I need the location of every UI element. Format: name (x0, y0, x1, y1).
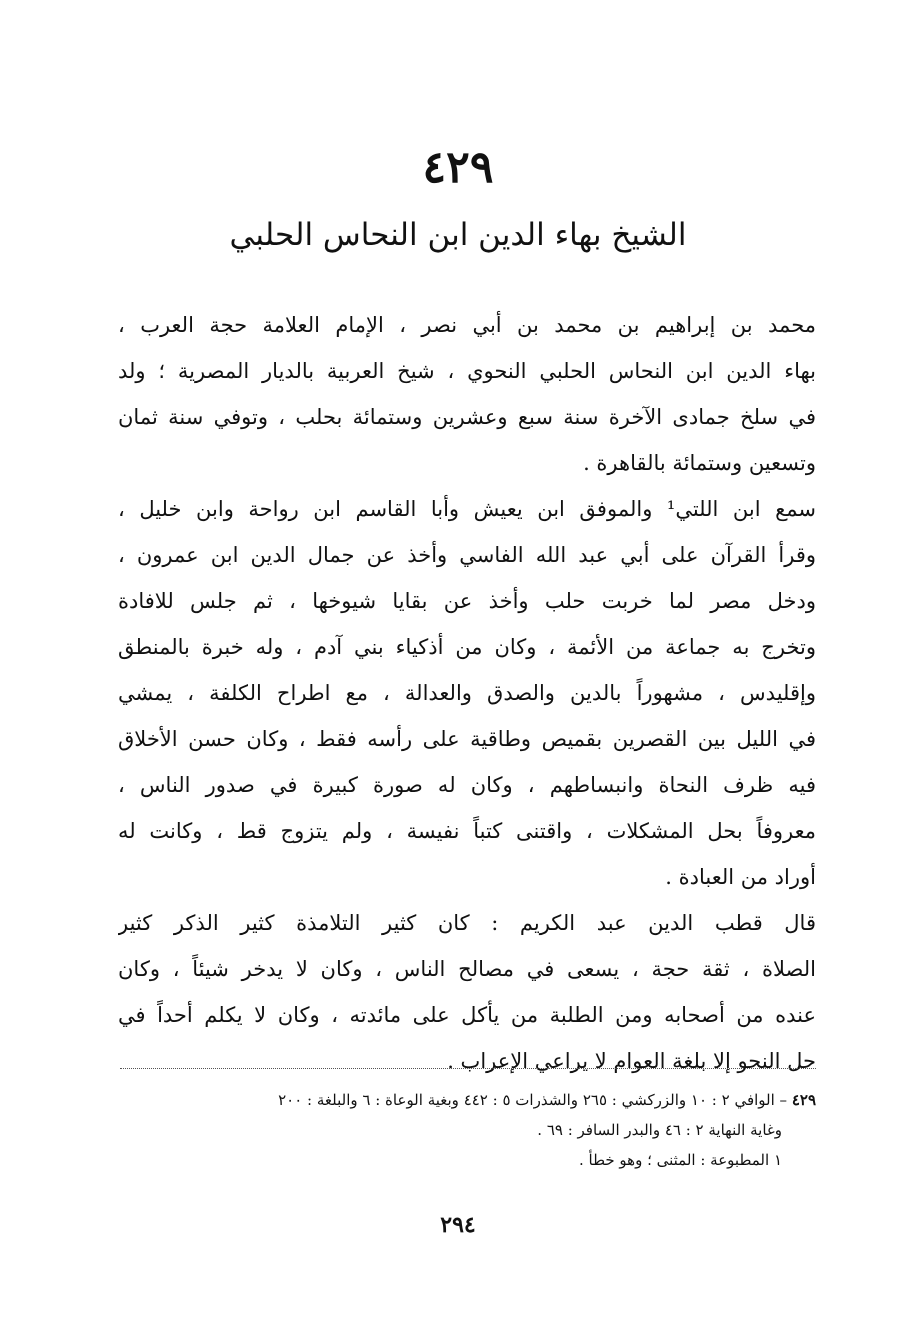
footnote-1: ١ المطبوعة : المثنى ؛ وهو خطأ . (578, 1151, 782, 1169)
text-line: حل النحو إلا بلغة العوام لا يراعي الإعراب . (447, 1049, 816, 1073)
text-line: معروفاً بحل المشكلات ، واقتنى كتباً نفيسة ، ولم يتزوج قط ، وكانت له (118, 819, 816, 843)
text-line: في سلخ جمادى الآخرة سنة سبع وعشرين وستمائة بحلب ، وتوفي سنة ثمان (118, 405, 816, 429)
text-line: ودخل مصر لما خربت حلب وأخذ عن بقايا شيوخها ، ثم جلس للافادة (118, 589, 816, 613)
text-line: فيه ظرف النحاة وانبساطهم ، وكان له صورة كبيرة في صدور الناس ، (118, 773, 816, 797)
text-line: في الليل بين القصرين بقميص وطاقية على رأسه فقط ، وكان حسن الأخلاق (118, 727, 816, 751)
text-line: قال قطب الدين عبد الكريم : كان كثير التلامذة كثير الذكر كثير (118, 911, 816, 935)
biography-text (118, 302, 816, 1084)
text-line: وقرأ القرآن على أبي عبد الله الفاسي وأخذ عن جمال الدين ابن عمرون ، (118, 543, 816, 567)
text-line: وتخرج به جماعة من الأئمة ، وكان من أذكياء بني آدم ، وله خبرة بالمنطق (118, 635, 816, 659)
text-line: وتسعين وستمائة بالقاهرة . (583, 451, 816, 475)
entry-number: ٤٢٩ (422, 142, 494, 193)
page-number: ٢٩٤ (440, 1212, 476, 1238)
text-line: محمد بن إبراهيم بن محمد بن أبي نصر ، الإمام العلامة حجة العرب ، (118, 313, 816, 337)
text-line: أوراد من العبادة . (665, 865, 816, 889)
footnote-sources-text: – الوافي ٢ : ١٠ والزركشي : ٢٦٥ والشذرات ٥ : ٤٤٢ وبغية الوعاة : ٦ والبلغة : ٢٠٠ (278, 1091, 788, 1109)
paragraph-2 (118, 486, 816, 900)
footnotes (118, 1086, 816, 1176)
footnote-divider (120, 1068, 816, 1069)
text-line: سمع ابن اللتي¹ والموفق ابن يعيش وأبا القاسم ابن رواحة وابن خليل ، (118, 497, 816, 521)
entry-title: الشيخ بهاء الدين ابن النحاس الحلبي (229, 217, 687, 253)
footnote-entry-ref: ٤٢٩ (791, 1091, 816, 1109)
text-line: وإقليدس ، مشهوراً بالدين والصدق والعدالة ، مع اطراح الكلفة ، يمشي (118, 681, 816, 705)
text-line: بهاء الدين ابن النحاس الحلبي النحوي ، شيخ العربية بالديار المصرية ؛ ولد (118, 359, 816, 383)
paragraph-1 (118, 302, 816, 486)
paragraph-3 (118, 900, 816, 1084)
footnote-sources-cont: وغاية النهاية ٢ : ٤٦ والبدر السافر : ٦٩ . (537, 1121, 782, 1139)
text-line: الصلاة ، ثقة حجة ، يسعى في مصالح الناس ، وكان لا يدخر شيئاً ، وكان (118, 957, 816, 981)
footnote-sources (118, 1086, 816, 1116)
text-line: عنده من أصحابه ومن الطلبة من يأكل على مائدته ، وكان لا يكلم أحداً في (118, 1003, 816, 1027)
